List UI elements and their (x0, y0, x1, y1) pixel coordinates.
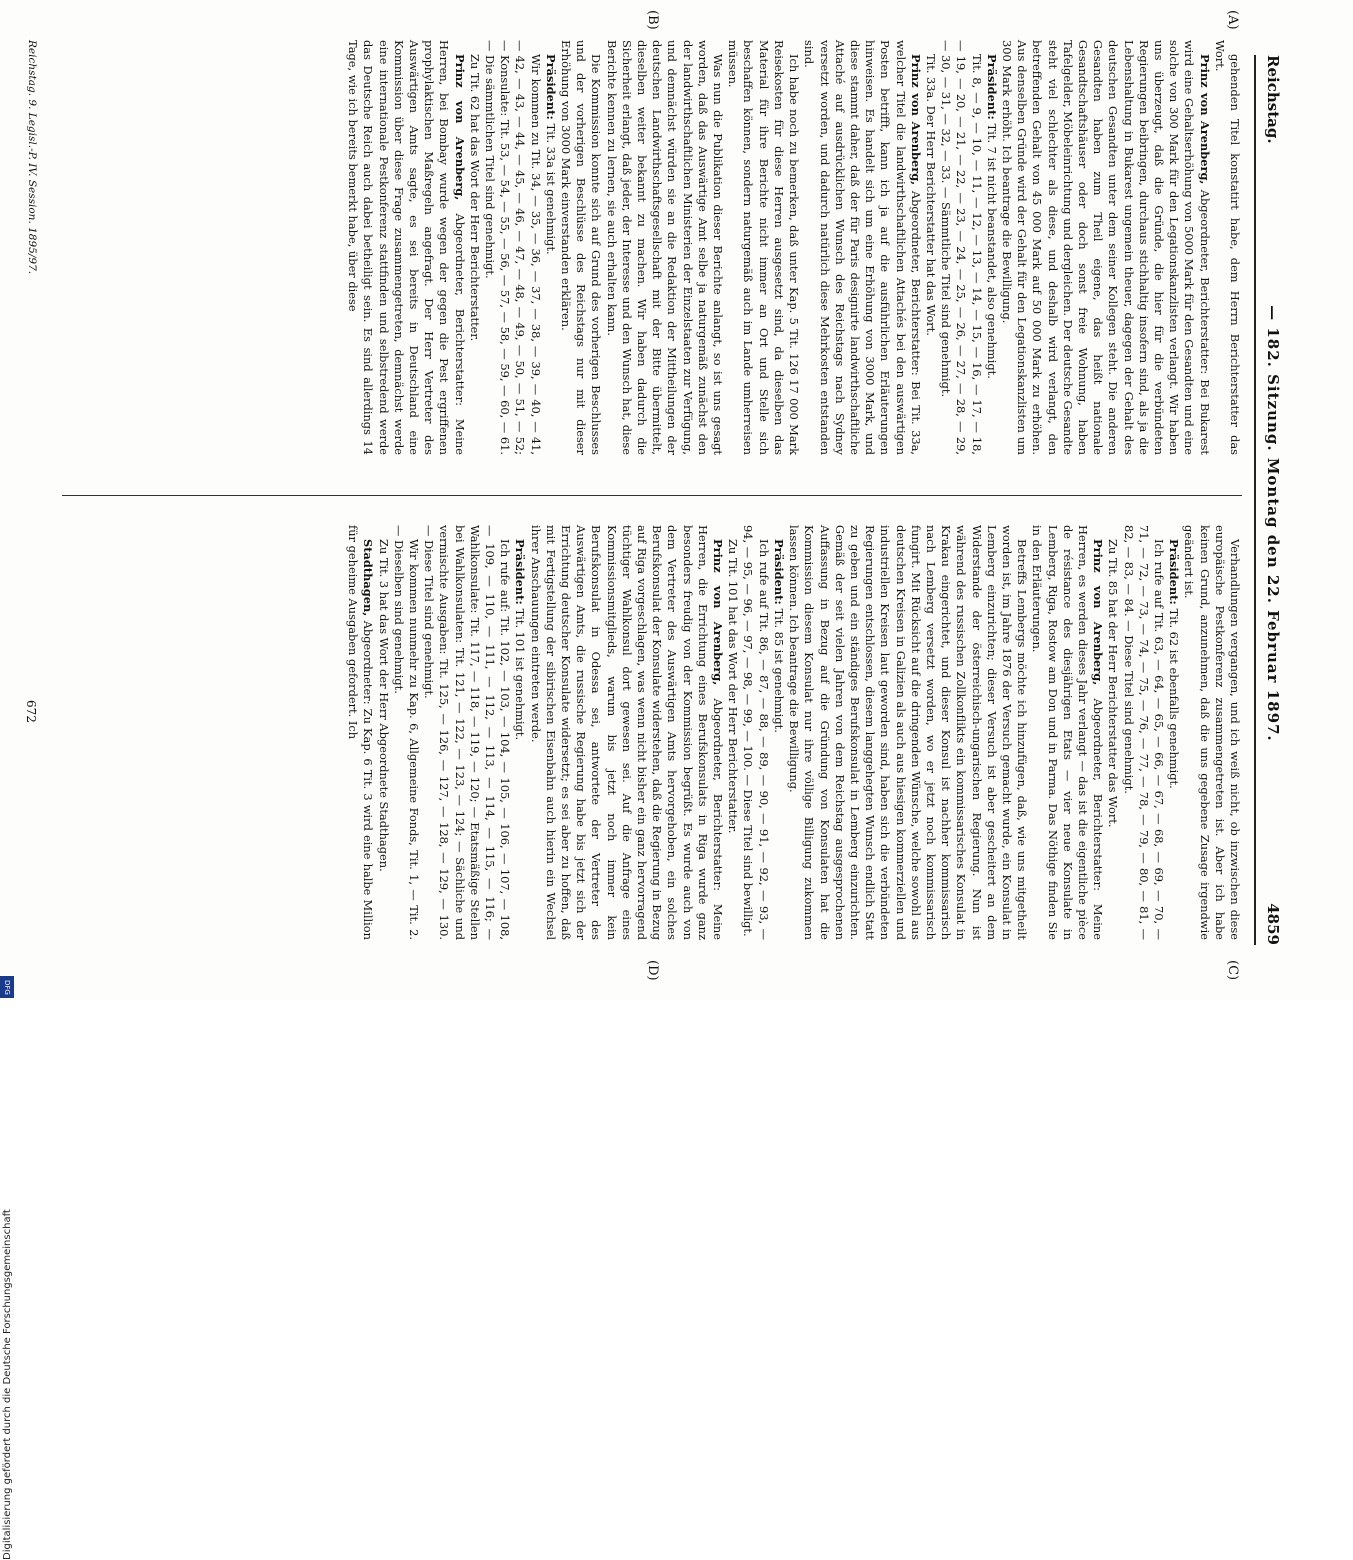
paragraph (345, 40, 467, 455)
paragraph-text: Tit. 33a ist genehmigt. (543, 123, 558, 255)
paragraph (984, 40, 999, 455)
paragraph (740, 525, 770, 940)
paragraph (786, 525, 1029, 940)
paragraph-text: Wir kommen zu Tit. 34, — 35, — 36, — 37, — 38, — 39, — 40, — 41, — 42, — 43, — 44, — 45, — 46, — 47, — 48, — 49, — 50, — 51, — 52; — Konsulate: Tit. 53, — 54, — 55, — 56, — 57, — 58, — 59, — 60, — 61. — Die sämmtlichen Titel sind genehmigt. (483, 40, 543, 455)
left-footer: Reichstag. 9. Legisl.-P. IV. Session. 1895/97. (26, 40, 38, 275)
paragraph-text: Abgeordneter: Zu Kap. 6 Tit. 3 wird eine halbe Million für geheime Ausgaben gefordert. Ich (346, 525, 376, 940)
paragraph-text: Verhandlungen vergangen, und ich weiß nicht, ob inzwischen diese europäische Pestkonferenz zusammengetreten ist. Aber ich habe keinen Grund, anzunehmen, daß die uns gegebene Zusage irgendwie geändert ist. (1182, 525, 1242, 940)
paragraph-text: Was nun die Publikation dieser Berichte anlangt, so ist uns gesagt worden, daß das Auswärtige Amt selbe ja naturgemäß zunächst den der landwirthschaftlichen Ministerien der Einzelstaaten zur Verfügung, und demnächst würden sie an die Redaktion der Mittheilungen der deutschen Landwirthschaftsgesellschaft mit der Bitte übermittelt, dieselben weiter bekannt zu machen. Wir haben dadurch die Sicherheit erlangt, daß jeder, der Interesse und den Wunsch hat, diese Berichte kennen zu lernen, sie auch erhalten kann. (604, 40, 726, 455)
paragraph (482, 40, 543, 455)
paragraph-text: Abgeordneter, Berichterstatter: Meine Herren, bei Bombay wurde wegen der gegen die Pest ergriffenen prophylaktischen Maßregeln angefragt. Der Herr Vertreter des Auswärtigen Amts sagte, es sei bereits in Deutschland eine Kommission über diese Frage zusammengetreten, demnächst werde eine internationale Pestkonferenz stattfinden und selbstredend werde das Deutsche Reich auch dabei betheiligt sein. Es sind allerdings 14 Tage, wie ich bereits bemerkt habe, über diese (346, 40, 467, 455)
paragraph (1105, 525, 1120, 940)
paragraph-text: Abgeordneter, Berichterstatter: Bei Bukarest wird eine Gehaltserhöhung von 5000 Mark für den Gesandten und eine solche von 300 Mark für den Legationskanzlisten verlangt. Wir haben uns überzeugt, daß die Gründe, die hier für die verbündeten Regierungen beibringen, durchaus stichhaltig insofern sind, als ja die Lebenshaltung in Bukarest ungemein theuer, dagegen der Gehalt des deutschen Gesandten unter dem seiner Kollegen steht. Die anderen Gesandten haben zum Theil eigene, das heißt nationale Gesandtschaftshäuser oder doch sonst freie Wohnung, haben Tafelgelder, Möbeleinrichtung und dergleichen. Der deutsche Gesandte steht viel schlechter als diese, und deshalb wird verlangt, den betreffenden Gehalt von 45 000 Mark auf 50 000 Mark zu erhöhen. Aus denselben Gründe wird der Gehalt für den Legationskanzlisten um 300 Mark erhöht. Ich beantrage die Bewilligung. (999, 40, 1212, 455)
speaker-name: Präsident: (771, 539, 786, 609)
paragraph (1212, 40, 1242, 455)
funding-note: Digitalisierung gefördert durch die Deutsche Forschungsgemeinschaft (2, 1209, 13, 1560)
paragraph-text: Abgeordneter, Berichterstatter: Bei Tit. 33a, welcher Titel die landwirthschaftlichen Attachés bei den auswärtigen Posten betrifft, kann ich ja auf die ausführlichen Erläuterungen hinweisen. Es handelt sich um eine Erhöhung von 3000 Mark, und diese stammt daher, daß der für Paris designirte landwirthschaftliche Attaché auf ausdrücklichen Wunsch des Reichstags nach Sydney versetzt worden, und dadurch natürlich diese Mehrkosten entstanden sind. (802, 40, 923, 455)
paragraph-text: Abgeordneter, Berichterstatter: Meine Herren, die Errichtung eines Berufskonsulats in Riga wurde ganz besonders freudig von der Kommission begrüßt. Es wurde auch von dem Vertreter des Auswärtigen Amts hervorgehoben, ein solches Berufskonsulat der Konsulate widerstehen, daß die Regierung in Bezug auf Riga vorgeschlagen, was wenn nicht bisher ein ganz hervorragend tüchtiger Wahlkonsul dort gewesen sei. Auf die Anfrage eines Kommissionsmitglieds, warum bis jetzt noch immer kein Berufskonsulat in Odessa sei, antwortete der Vertreter des Auswärtigen Amts, die russische Regierung habe bis jetzt sich der Errichtung deutscher Konsulate widersetzt; es sei aber zu hoffen, daß mit Fertigstellung der sibirischen Eisenbahn auch hierin ein Wechsel ihrer Anschauungen eintreten werde. (528, 525, 726, 940)
paragraph-text: Betreffs Lembergs möchte ich hinzufügen, daß, wie uns mitgetheilt worden ist, im Jahre 1876 der Versuch gemacht wurde, ein Konsulat in Lemberg einzurichten; dieser Versuch ist aber gescheitert an dem Widerstande der österreichisch-ungarischen Regierung. Nun ist während des russischen Zollkonflikts ein kommissarisches Konsulat in Krakau eingerichtet, und dieser Konsul ist nachher kommissarisch nach Lemberg versetzt worden, wo er jetzt noch kommissarisch fungirt. Mit Rücksicht auf die dringenden Wünsche, welche sowohl aus deutschen Kreisen in Galizien als auch aus hiesigen kommerziellen und industriellen Kreisen laut geworden sind, haben sich die verbündeten Regierungen entschlossen, diesem langgehegten Wunsch endlich Statt zu geben und ein ständiges Berufskonsulat in Lemberg einzurichten. Gemäß der seit vielen Jahren von dem Reichstag ausgesprochenen Auffassung in Bezug auf die Gründung von Konsulaten hat die Kommission diesem Konsulat nur ihre völlige Billigung zukommen lassen können. Ich beantrage die Bewilligung. (787, 525, 1030, 940)
paragraph (375, 525, 390, 940)
margin-letter-a: (A) (1225, 10, 1240, 30)
paragraph (543, 40, 558, 455)
paragraph (1166, 525, 1181, 940)
page-header (1254, 55, 1290, 945)
paragraph (725, 525, 740, 940)
paragraph-text: Zu Tit. 101 hat das Wort der Herr Berichterstatter. (726, 539, 741, 834)
column-divider (62, 495, 1242, 496)
paragraph-text: Tit. 101 ist genehmigt. (513, 608, 528, 741)
speaker-name: Prinz von Arenberg, (908, 54, 923, 191)
paragraph-text: Tit. 8, — 9, — 10, — 11, — 12, — 13, — 14, — 15, — 16, — 17, — 18, — 19, — 20, — 21, — 22, — 23, — 24, — 25, — 26, — 27, — 28, — 29, — 30, — 31, — 32, — 33. — Sämmtliche Titel sind genehmigt. (939, 40, 984, 455)
paragraph (801, 40, 923, 455)
paragraph (923, 40, 938, 455)
paragraph (725, 40, 801, 455)
header-center: — 182. Sitzung. Montag den 22. Februar 1897. (1264, 305, 1282, 742)
right-column (345, 525, 1242, 940)
paragraph-text: Ich rufe auf Tit. 86, — 87, — 88, — 89, — 90, — 91, — 92, — 93, — 94, — 95, — 96, — 97, — 98, — 99, — 100. — Diese Titel sind bewilligt. (741, 525, 771, 940)
paragraph (938, 40, 984, 455)
paragraph (558, 40, 604, 455)
paragraph (771, 525, 786, 940)
paragraph-text: Tit. 85 ist genehmigt. (771, 608, 786, 733)
paragraph (999, 40, 1212, 455)
paragraph-text: Ich habe noch zu bemerken, daß unter Kap. 5 Tit. 126 17 000 Mark Reisekosten für diese Herren ausgesetzt sind, da dieselben das Material für ihre Berichte nicht immer an Ort und Stelle sich beschaffen können, sondern naturgemäß auch im Lande umherreisen müssen. (726, 40, 802, 455)
dfg-logo: DFG (0, 976, 14, 998)
paragraph (1120, 525, 1166, 940)
speaker-name: Prinz von Arenberg, (452, 54, 467, 214)
speaker-name: Prinz von Arenberg, (1197, 54, 1212, 190)
paragraph-text: Abgeordneter, Berichterstatter: Meine Herren, es werden dieses Jahr verlangt — das ist die eigentliche pièce de résistance des diesjährigen Etats — vier neue Konsulate in Lemberg, Riga, Rostow am Don und in Parma. Das Nöthige finden Sie in den Erläuterungen. (1030, 525, 1106, 940)
paragraph-text: Ich rufe auf Tit. 63, — 64, — 65, — 66, — 67, — 68, — 69, — 70, — 71, — 72, — 73, — 74, — 75, — 76, — 77, — 78, — 79, — 80, — 81, — 82, — 83, — 84. — Diese Titel sind genehmigt. (1121, 525, 1166, 940)
paragraph-text: Tit. 62 ist ebenfalls genehmigt. (1167, 608, 1182, 789)
speaker-name: Präsident: (1167, 539, 1182, 609)
paragraph-text: Zu Tit. 3 hat das Wort der Herr Abgeordnete Stadthagen. (376, 539, 391, 872)
paragraph (421, 525, 512, 940)
paragraph-text: Zu Tit. 62 hat das Wort der Herr Berichterstatter. (467, 54, 482, 342)
paragraph (1029, 525, 1105, 940)
speaker-name: Prinz von Arenberg, (1091, 539, 1106, 699)
paragraph-text: gehenden Titel konstatirt habe, dem Herrn Berichterstatter das Wort. (1212, 40, 1242, 455)
paragraph (391, 525, 421, 940)
page-number: 4859 (1264, 903, 1282, 945)
paragraph-text: Die Kommission konnte sich auf Grund des vorherigen Beschlusses und der vorherigen Beschlüsse des Reichstags nur mit dieser Erhöhung von 3000 Mark einverstanden erklären. (559, 40, 604, 455)
margin-letter-b: (B) (645, 10, 660, 30)
paragraph-text: Wir kommen nunmehr zu Kap. 6, Allgemeine Fonds, Tit. 1, — Tit. 2. — Dieselben sind genehmigt. (391, 525, 422, 940)
paragraph-text: Tit. 33a. Der Herr Berichterstatter hat das Wort. (923, 54, 938, 336)
paragraph (527, 525, 725, 940)
paragraph-text: Zu Tit. 85 hat der Herr Berichterstatter das Wort. (1106, 539, 1121, 828)
paragraph-text: Tit. 7 ist nicht beanstandet, also genehmigt. (984, 123, 999, 379)
speaker-name: Präsident: (543, 54, 558, 124)
left-column (345, 40, 1242, 455)
paragraph (603, 40, 725, 455)
speaker-name: Prinz von Arenberg, (711, 539, 726, 699)
margin-letter-d: (D) (645, 960, 660, 981)
margin-letter-c: (C) (1225, 960, 1240, 981)
page-footer-number: 672 (24, 700, 38, 723)
header-left: Reichstag. (1264, 55, 1282, 144)
speaker-name: Präsident: (984, 54, 999, 124)
paragraph (1181, 525, 1242, 940)
speaker-name: Präsident: (513, 539, 528, 609)
paragraph (467, 40, 482, 455)
paragraph (512, 525, 527, 940)
paragraph-text: Ich rufe auf: Tit. 102, — 103, — 104, — 105, — 106, — 107, — 108, — 109, — 110, — 111, — 112, — 113, — 114, — 115, — 116; — Wahlkonsulate: Tit. 117, — 118, — 119, — 120; — Etatsmäßige Stellen bei Wahlkonsulaten: Tit. 121, — 122, — 123, — 124; — Sächliche und vermischte Ausgaben: Tit. 125, — 126, — 127, — 128, — 129, — 130. — Diese Titel sind genehmigt. (422, 525, 513, 940)
paragraph (345, 525, 375, 940)
speaker-name: Stadthagen, (361, 539, 376, 621)
